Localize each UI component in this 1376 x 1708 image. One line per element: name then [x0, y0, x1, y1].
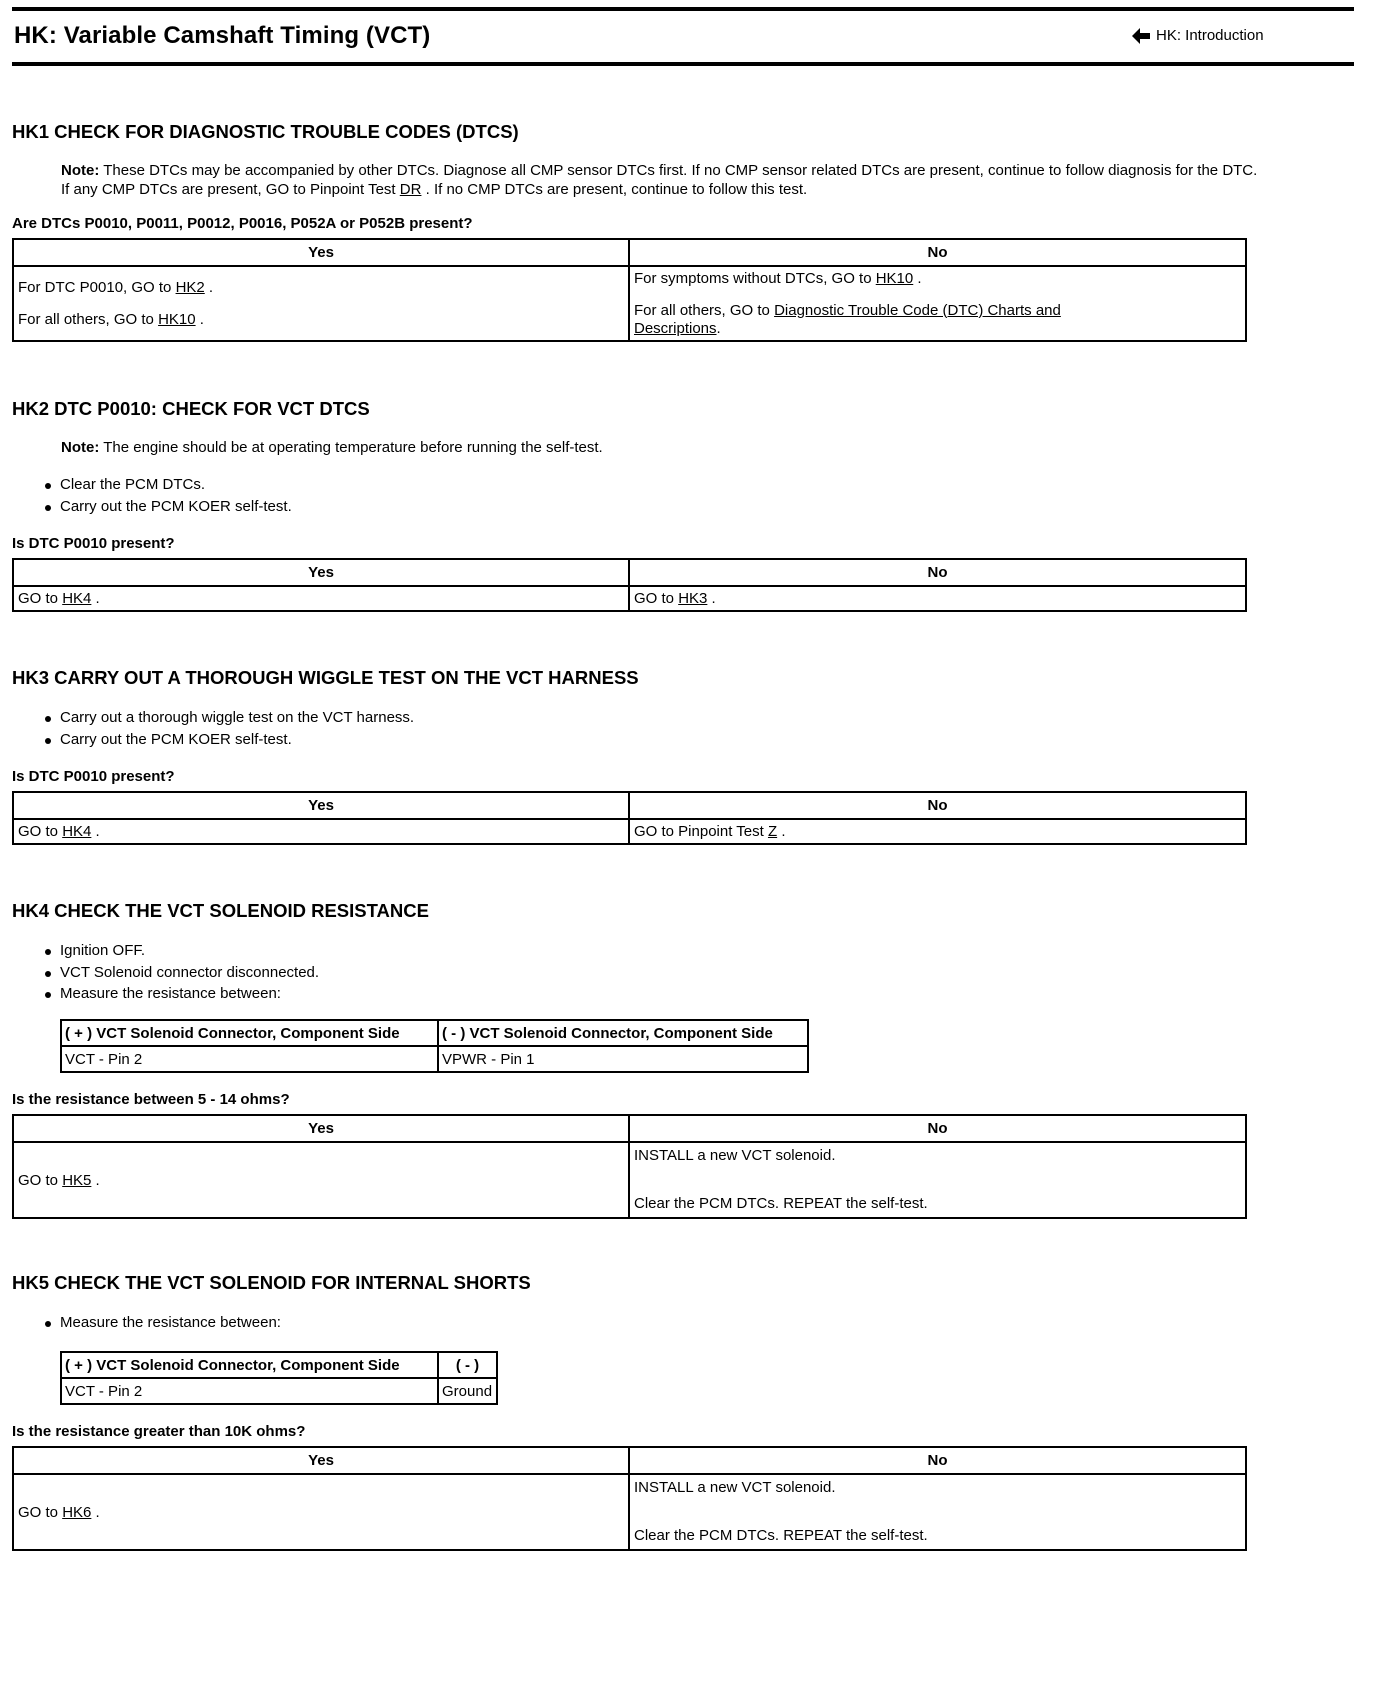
- cell-text: GO to: [18, 823, 59, 840]
- cell-text: For all others, GO to: [18, 311, 154, 328]
- hk4-link[interactable]: HK4: [62, 823, 92, 840]
- pinpoint-dr-link[interactable]: DR: [399, 181, 422, 198]
- note-text: These DTCs may be accompanied by other DTCs. Diagnose all CMP sensor DTCs first. If no CMP sensor related DTCs are present, continue to follow diagnosis for the DTC.: [103, 162, 1258, 179]
- cell-text: GO to: [18, 1171, 59, 1189]
- hk5-heading: HK5 CHECK THE VCT SOLENOID FOR INTERNAL SHORTS: [12, 1272, 531, 1293]
- hk4-answer-table: [12, 1114, 1247, 1219]
- cell-text: INSTALL a new VCT solenoid.: [634, 1479, 836, 1496]
- cell-text: INSTALL a new VCT solenoid.: [634, 1147, 836, 1164]
- hk5-answer-table: [12, 1446, 1247, 1551]
- cell-text: .: [917, 269, 922, 287]
- hk1-heading: HK1 CHECK FOR DIAGNOSTIC TROUBLE CODES (DTCS): [12, 121, 519, 142]
- cell-text: GO to Pinpoint Test: [634, 823, 764, 840]
- hk3-question: Is DTC P0010 present?: [12, 768, 175, 785]
- hk2-note: [61, 438, 1351, 457]
- positive-lead-header: ( + ) VCT Solenoid Connector, Component Side: [61, 1352, 438, 1378]
- list-item: Clear the PCM DTCs.: [40, 474, 292, 496]
- yes-cell: [13, 1142, 629, 1218]
- hk5-steps: [40, 1312, 281, 1334]
- no-cell: [629, 819, 1246, 844]
- hk2-question: Is DTC P0010 present?: [12, 535, 175, 552]
- arrow-left-icon: [1132, 28, 1152, 44]
- no-header: No: [629, 1115, 1246, 1142]
- cell-text: .: [95, 1171, 100, 1189]
- cell-text: .: [95, 1503, 100, 1521]
- positive-lead-header: ( + ) VCT Solenoid Connector, Component Side: [61, 1020, 438, 1046]
- page-title: HK: Variable Camshaft Timing (VCT): [14, 22, 431, 49]
- cell-text: .: [716, 319, 721, 337]
- hk10-link[interactable]: HK10: [158, 311, 196, 328]
- list-item: Measure the resistance between:: [40, 1312, 281, 1334]
- no-cell: [629, 1142, 1246, 1218]
- cell-text: GO to: [18, 590, 59, 607]
- cell-text: GO to: [634, 590, 675, 607]
- hk4-measurement-table: [60, 1019, 809, 1073]
- cell-text: .: [95, 823, 100, 840]
- yes-header: Yes: [13, 1115, 629, 1142]
- yes-header: Yes: [13, 792, 629, 819]
- hk3-steps: [40, 707, 414, 750]
- cell-text: For DTC P0010, GO to: [18, 279, 172, 296]
- hk2-heading: HK2 DTC P0010: CHECK FOR VCT DTCS: [12, 398, 370, 419]
- cell-text: .: [208, 279, 214, 296]
- negative-lead-header: ( - ) VCT Solenoid Connector, Component Side: [438, 1020, 808, 1046]
- no-header: No: [629, 559, 1246, 586]
- negative-lead-header: ( - ): [438, 1352, 497, 1378]
- note-label: Note:: [61, 162, 100, 179]
- cell-text: For all others, GO to: [634, 301, 770, 319]
- note-text: . If no CMP DTCs are present, continue to follow this test.: [425, 181, 808, 198]
- note-text: If any CMP DTCs are present, GO to Pinpoint Test: [61, 181, 396, 198]
- cell-text: For symptoms without DTCs, GO to: [634, 269, 872, 287]
- no-cell: [629, 586, 1246, 611]
- note-text: The engine should be at operating temperature before running the self-test.: [103, 439, 603, 456]
- dtc-charts-link[interactable]: Descriptions: [634, 319, 717, 337]
- yes-header: Yes: [13, 239, 629, 266]
- cell-text: .: [711, 590, 716, 607]
- cell-text: .: [95, 590, 100, 607]
- yes-cell: [13, 586, 629, 611]
- hk1-question: Are DTCs P0010, P0011, P0012, P0016, P052A or P052B present?: [12, 215, 473, 232]
- title-bar: [12, 7, 1354, 66]
- yes-cell: [13, 266, 629, 341]
- hk1-answer-table: [12, 238, 1247, 342]
- hk3-link[interactable]: HK3: [678, 590, 708, 607]
- list-item: Carry out the PCM KOER self-test.: [40, 496, 292, 518]
- hk3-heading: HK3 CARRY OUT A THOROUGH WIGGLE TEST ON THE VCT HARNESS: [12, 667, 639, 688]
- negative-lead-cell: Ground: [438, 1378, 497, 1404]
- back-link[interactable]: [1132, 27, 1264, 44]
- no-cell: [629, 1474, 1246, 1550]
- hk5-question: Is the resistance greater than 10K ohms?: [12, 1423, 306, 1440]
- hk3-answer-table: [12, 791, 1247, 845]
- hk4-heading: HK4 CHECK THE VCT SOLENOID RESISTANCE: [12, 900, 429, 921]
- list-item: Carry out the PCM KOER self-test.: [40, 729, 414, 751]
- hk4-steps: [40, 940, 319, 1005]
- hk1-note: [61, 161, 1351, 199]
- pinpoint-z-link[interactable]: Z: [767, 823, 778, 840]
- no-header: No: [629, 792, 1246, 819]
- hk6-link[interactable]: HK6: [62, 1503, 92, 1521]
- list-item: Measure the resistance between:: [40, 983, 319, 1005]
- positive-lead-cell: VCT - Pin 2: [61, 1046, 438, 1072]
- hk2-answer-table: [12, 558, 1247, 612]
- no-header: No: [629, 239, 1246, 266]
- list-item: Ignition OFF.: [40, 940, 319, 962]
- hk2-steps: [40, 474, 292, 517]
- yes-cell: [13, 819, 629, 844]
- hk10-link[interactable]: HK10: [875, 269, 914, 287]
- negative-lead-cell: VPWR - Pin 1: [438, 1046, 808, 1072]
- no-cell: [629, 266, 1246, 341]
- hk5-measurement-table: [60, 1351, 498, 1405]
- list-item: Carry out a thorough wiggle test on the VCT harness.: [40, 707, 414, 729]
- positive-lead-cell: VCT - Pin 2: [61, 1378, 438, 1404]
- cell-text: .: [781, 823, 786, 840]
- cell-text: .: [199, 311, 204, 328]
- document-page: [12, 0, 1354, 1544]
- hk4-question: Is the resistance between 5 - 14 ohms?: [12, 1091, 290, 1108]
- yes-header: Yes: [13, 559, 629, 586]
- back-link-label[interactable]: HK: Introduction: [1156, 27, 1264, 44]
- no-header: No: [629, 1447, 1246, 1474]
- dtc-charts-link[interactable]: Diagnostic Trouble Code (DTC) Charts and: [774, 301, 1061, 319]
- note-label: Note:: [61, 439, 100, 456]
- cell-text: Clear the PCM DTCs. REPEAT the self-test.: [634, 1195, 928, 1212]
- hk5-link[interactable]: HK5: [62, 1171, 92, 1189]
- cell-text: Clear the PCM DTCs. REPEAT the self-test.: [634, 1527, 928, 1544]
- yes-header: Yes: [13, 1447, 629, 1474]
- hk2-link[interactable]: HK2: [175, 279, 205, 296]
- hk4-link[interactable]: HK4: [62, 590, 92, 607]
- list-item: VCT Solenoid connector disconnected.: [40, 962, 319, 984]
- yes-cell: [13, 1474, 629, 1550]
- cell-text: GO to: [18, 1503, 59, 1521]
